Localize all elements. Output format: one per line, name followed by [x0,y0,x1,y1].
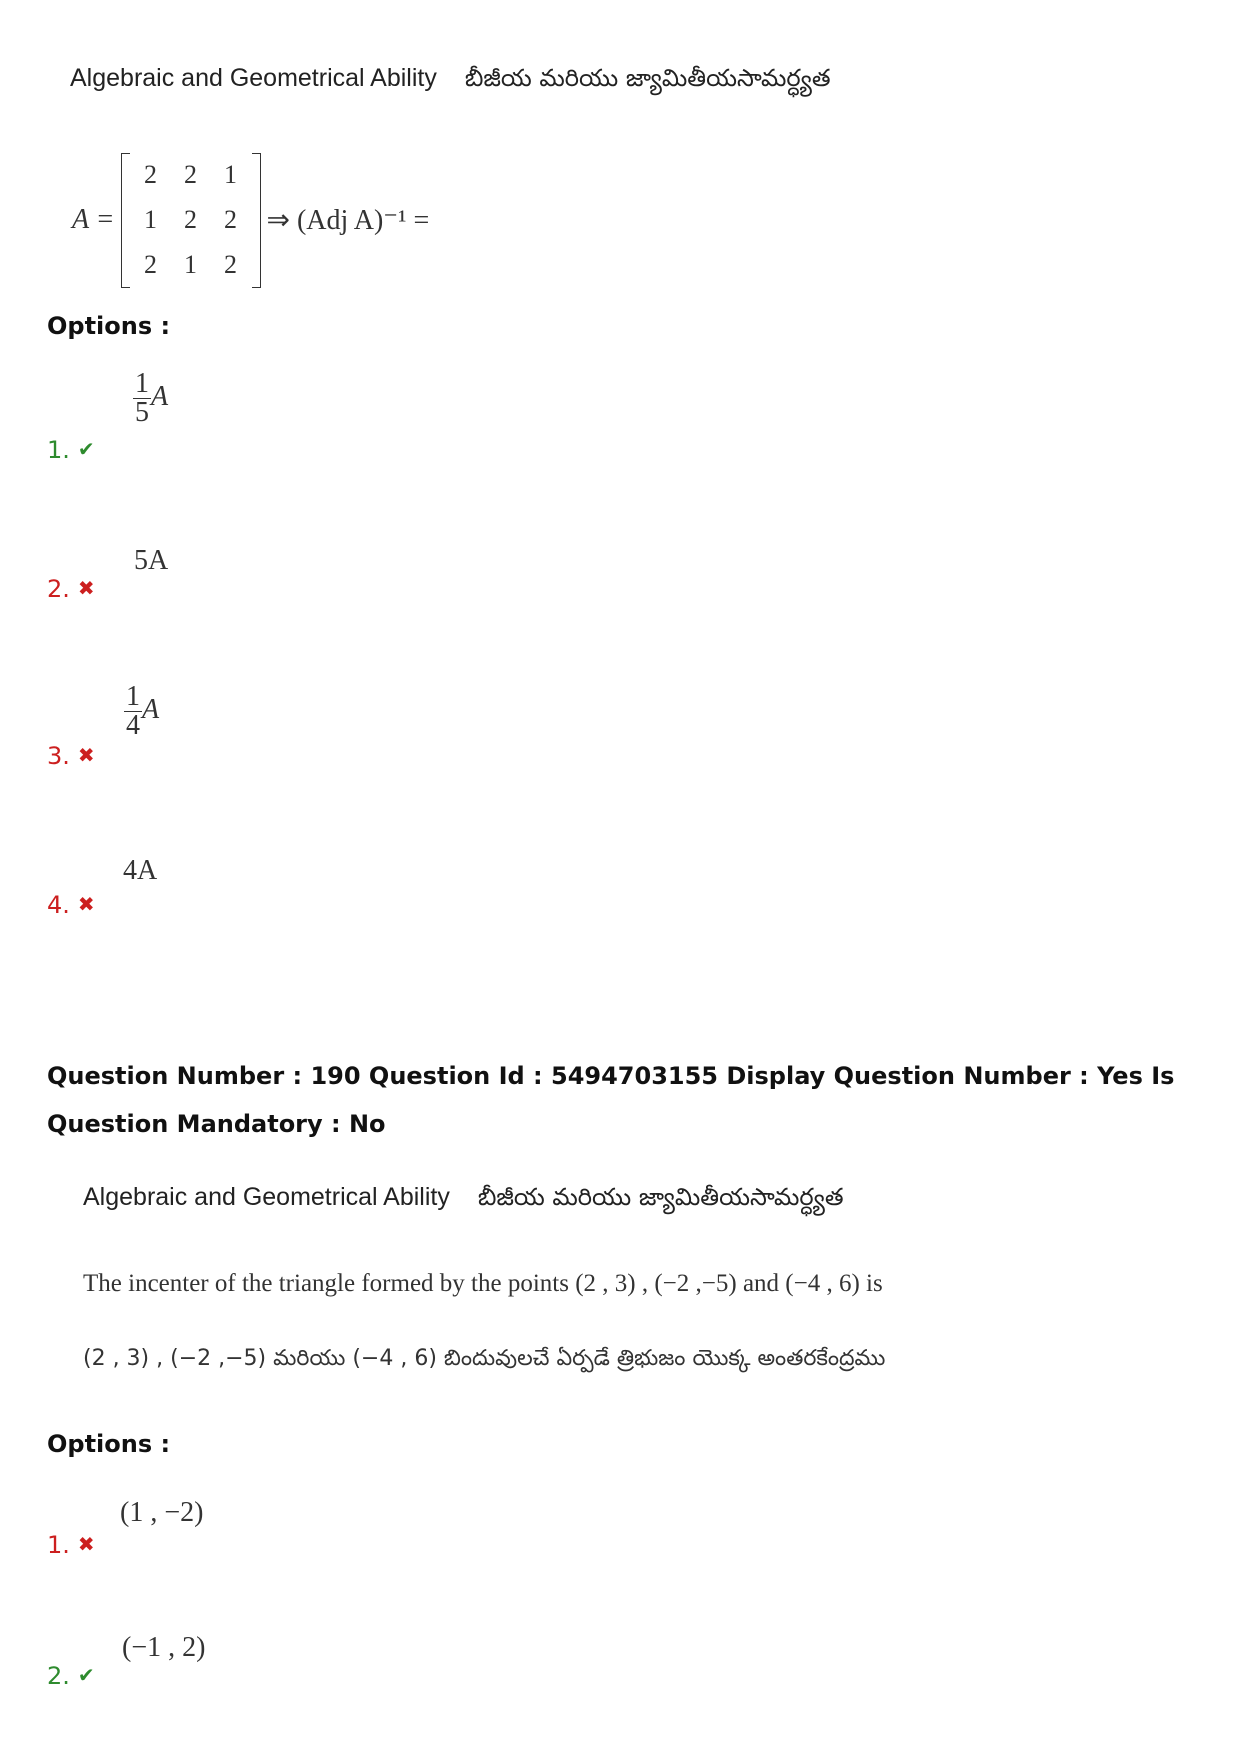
cross-icon: ✖ [77,1532,95,1556]
q2-option-1-number[interactable]: 1. ✖ [47,1531,95,1559]
matrix-cell: 2 [224,250,237,279]
q2-stem-te: (2 , 3) , (−2 ,−5) మరియు (−4 , 6) బిందువులచే ఏర్పడే త్రిభుజం యొక్క అంతరకేంద్రము [83,1346,886,1371]
matrix-cell: 2 [144,250,157,279]
q2-option-2-number[interactable]: 2. ✔ [47,1662,95,1690]
cross-icon: ✖ [77,743,95,767]
q2-option-2-value: (−1 , 2) [122,1632,206,1663]
matrix-cell: 2 [224,205,237,234]
q1-subject-te: బీజీయ మరియు జ్యామితీయసామర్ధ్యత [464,64,831,92]
check-icon: ✔ [77,1663,95,1687]
q1-options-label: Options : [47,312,171,340]
q1-stem [72,155,429,285]
q2-subject [83,1183,844,1217]
q1-option-1-number[interactable]: 1. ✔ [47,436,95,464]
fraction: $\frac{1}{4}$ [126,681,140,741]
q2-header: Question Number : 190 Question Id : 5494703155 Display Question Number : Yes Is Question Mandatory : No [47,1062,1175,1138]
check-icon: ✔ [77,437,95,461]
q1-option-3-value: $\frac{1}{4}$ A [126,681,160,741]
q1-stem-lhs: A = [72,204,115,235]
q2-option-1-value: (1 , −2) [120,1497,204,1528]
matrix-cell: 1 [144,205,157,234]
matrix-cell: 2 [144,160,157,189]
matrix-cell: 1 [184,250,197,279]
q1-option-1-value: $\frac{1}{5}$ A [135,368,169,428]
q2-subject-en: Algebraic and Geometrical Ability [83,1183,450,1211]
q1-subject [70,64,831,98]
q1-option-4-value: 4A [123,855,158,886]
q1-option-3-number[interactable]: 3. ✖ [47,742,95,770]
q1-stem-rhs: ⇒ (Adj A)⁻¹ = [266,205,430,236]
matrix-cell: 2 [184,160,197,189]
fraction: $\frac{1}{5}$ [135,368,149,428]
q2-subject-te: బీజీయ మరియు జ్యామితీయసామర్ధ్యత [477,1183,844,1211]
q1-matrix [121,153,261,288]
matrix-cell: 2 [184,205,197,234]
q2-options-label: Options : [47,1430,171,1458]
matrix-cell: 1 [224,160,237,189]
q1-option-4-number[interactable]: 4. ✖ [47,891,95,919]
q1-option-2-value: 5A [134,545,169,576]
q1-subject-en: Algebraic and Geometrical Ability [70,64,437,92]
q2-stem-en: The incenter of the triangle formed by the points (2 , 3) , (−2 ,−5) and (−4 , 6) is [83,1270,883,1297]
q1-option-2-number[interactable]: 2. ✖ [47,575,95,603]
cross-icon: ✖ [77,892,95,916]
cross-icon: ✖ [77,576,95,600]
